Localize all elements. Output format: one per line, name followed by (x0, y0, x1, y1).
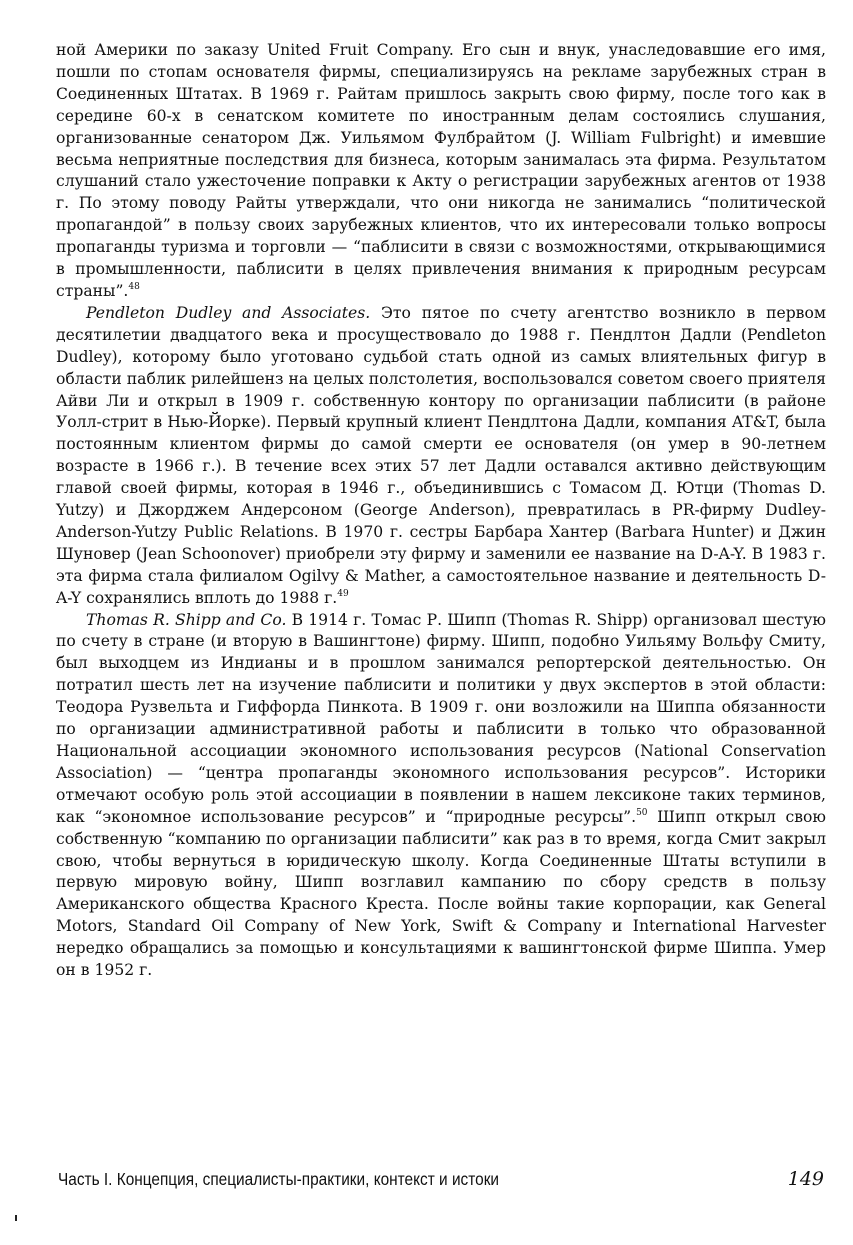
scan-speck (15, 1215, 17, 1221)
footnote-ref: 48 (128, 281, 140, 292)
paragraph-text-continued: Шипп открыл свою собственную “компанию по организации паблисити” как раз в то время, когда Смит закрыл свою, чтобы вернуться в юридическую школу. Когда Соединенные Штаты вступили в первую мировую войну, Шипп возглавил кампанию по сбору средств в пользу Американского общества Красного Креста. После войны такие корпорации, как General Motors, Standard Oil Company of New York, Swift & Company и International Harvester нередко обращались за помощью и консультациями к вашингтонской фирме Шиппа. Умер он в 1952 г. (56, 807, 826, 980)
paragraph-lead: Thomas R. Shipp and Co. (86, 610, 287, 629)
page-number: 149 (787, 1168, 824, 1190)
page-footer (58, 1168, 824, 1194)
paragraph-text: В 1914 г. Томас Р. Шипп (Thomas R. Shipp) организовал шестую по счету в стране (и вторую в Вашингтоне) фирму. Шипп, подобно Уильяму Вольфу Смиту, был выходцем из Индианы и в прошлом занимался репортерской деятельностью. Он потратил шесть лет на изучение паблисити и политики у двух экспертов в этой области: Теодора Рузвельта и Гиффорда Пинкота. В 1909 г. они возложили на Шиппа обязанности по организации административной работы и паблисити в только что образованной Национальной ассоциации экономного использования ресурсов (National Conservation Association) — “центра пропаганды экономного использования ресурсов”. Историки отмечают особую роль этой ассоциации в появлении в нашем лексиконе таких терминов, как “экономное использование ресурсов” и “природные ресурсы”. (56, 610, 826, 826)
footnote-ref: 50 (636, 807, 648, 818)
running-footer-title: Часть I. Концепция, специалисты-практики, контекст и истоки (58, 1169, 500, 1189)
page-body (56, 40, 826, 982)
paragraph-thomas-shipp (56, 610, 826, 982)
paragraph-wright-firm (56, 40, 826, 303)
paragraph-text: ной Америки по заказу United Fruit Company. Его сын и внук, унаследовавшие его имя, пошли по стопам основателя фирмы, специализируясь на рекламе зарубежных стран в Соединенных Штатах. В 1969 г. Райтам пришлось закрыть свою фирму, после того как в середине 60-х в сенатском комитете по иностранным делам состоялись слушания, организованные сенатором Дж. Уильямом Фулбрайтом (J. William Fulbright) и имевшие весьма неприятные последствия для бизнеса, которым занималась эта фирма. Результатом слушаний стало ужесточение поправки к Акту о регистрации зарубежных агентов от 1938 г. По этому поводу Райты утверждали, что они никогда не занимались “политической пропагандой” в пользу своих зарубежных клиентов, что их интересовали только вопросы пропаганды туризма и торговли — “паблисити в связи с возможностями, открывающимися в промышленности, паблисити в целях привлечения внимания к природным ресурсам страны”. (56, 41, 826, 300)
paragraph-pendleton-dudley (56, 303, 826, 610)
paragraph-lead: Pendleton Dudley and Associates. (86, 303, 371, 322)
footnote-ref: 49 (337, 588, 349, 599)
paragraph-text: Это пятое по счету агентство возникло в первом десятилетии двадцатого века и просуществовало до 1988 г. Пендлтон Дадли (Pendleton Dudley), которому было уготовано судьбой стать одной из самых влиятельных фигур в области паблик рилейшенз на целых полстолетия, воспользовался советом своего приятеля Айви Ли и открыл в 1909 г. собственную контору по организации паблисити (в районе Уолл-стрит в Нью-Йорке). Первый крупный клиент Пендлтона Дадли, компания AT&T, была постоянным клиентом фирмы до самой смерти ее основателя (он умер в 90-летнем возрасте в 1966 г.). В течение всех этих 57 лет Дадли оставался активно действующим главой своей фирмы, которая в 1946 г., объединившись с Томасом Д. Ютци (Thomas D. Yutzy) и Джорджем Андерсоном (George Anderson), превратилась в PR-фирму Dudley-Anderson-Yutzy Public Relations. В 1970 г. сестры Барбара Хантер (Barbara Hunter) и Джин Шуновер (Jean Schoonover) приобрели эту фирму и заменили ее название на D-A-Y. В 1983 г. эта фирма стала филиалом Ogilvy & Mather, а самостоятельное название и деятельность D-A-Y сохранялись вплоть до 1988 г. (56, 303, 826, 607)
